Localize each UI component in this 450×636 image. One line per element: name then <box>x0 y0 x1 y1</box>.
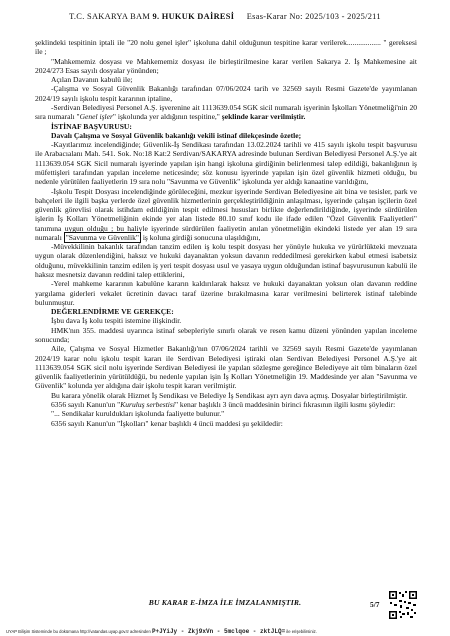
document-body <box>35 38 417 428</box>
page-number: 5/7 <box>370 600 380 609</box>
paragraph <box>35 400 417 409</box>
bold-text: şeklinde karar verilmiştir. <box>219 112 306 122</box>
paragraph-text: -Kayıtlarımız incelendiğinde; Güvenlik-İş Sendikası tarafından 13.02.2024 tarihli ve 415 sayılı işkolu tespit başvurusu ile Arabacıalanı Mah. 541. Sok. No:18 Kat:2 Serdivan/SAKARYA adresinde bulunan Serdivan Belediyesi Personel A.Ş.'ye ait 1113639.054 SGK Sicil numaralı işyerinde yapılan işin hangi işkoluna girdiğinin belirlenmesi talep edildiği, bakanlığının iş müfettişleri tarafından yapılan inceleme neticesinde; söz konusu işyerinde yapılan işin özel güvenlik hizmeti olduğu, bu nedenle yürütülen faaliyetlerin 19 sıra nolu "Savunma ve Güvenlik" işkolunda yer aldığı kanaatine varıldığını, <box>35 140 417 187</box>
case-number-label: Esas-Karar No: <box>246 12 303 21</box>
paragraph <box>35 419 417 428</box>
paragraph-text: HMK'nın 355. maddesi uyarınca istinaf sebepleriyle sınırlı olarak ve resen kamu düzeni yönünden yapılan inceleme sonucunda; <box>35 325 417 344</box>
paragraph <box>35 316 417 325</box>
paragraph-text: " kenar başlıklı 3 üncü maddesinin birinci fıkrasının ilgili kısmı şöyledir: <box>174 399 396 409</box>
paragraph <box>35 409 417 418</box>
verification-footer <box>6 628 317 635</box>
paragraph-text: Aile, Çalışma ve Sosyal Hizmetler Bakanlığı'nın 07/06/2024 tarihli ve 32569 sayılı Resmi Gazete'de yayımlanan 2024/19 karar nolu işkolu tespit kararı ile Serdivan Belediyesi iştiraki olan Serdivan Belediyesi Personel A.Ş.'ye ait 1113639.054 SGK sicil nolu işyerinde Serdivan Belediyesi ile yapılan sözleşme gereğince Belediyeye ait tüm binaların özel güvenlik faaliyetlerinin yürütüldüğü, bu nedenle yapılan işin İş Kolları Yönetmeliğin 19. Maddesinde yer alan "Savunma ve Güvenlik" kolunda yer aldığına dair işkolu tespit kararı verilmiştir. <box>35 344 417 391</box>
verification-note-end: ile erişebilirsiniz. <box>286 629 317 634</box>
verification-code: P+JYiJy - Zkj9xVn - 5mclqoe - zktJLQ= <box>151 628 286 635</box>
paragraph-text: 6356 sayılı Kanun'un " <box>51 399 121 409</box>
paragraph-text: Açılan Davanın kabulü ile; <box>51 75 133 85</box>
paragraph <box>35 344 417 390</box>
paragraph <box>35 38 417 57</box>
section-heading-degerlendirme: DEĞERLENDİRME VE GEREKÇE: <box>51 307 174 317</box>
paragraph-text: " işkolunda yer aldığının tespitine," <box>112 112 220 122</box>
paragraph-text: İşbu dava İş kolu tespiti istemine ilişkindir. <box>51 316 182 326</box>
paragraph-text: -İşkolu Tespit Dosyası incelendiğinde görüleceğini, mezkur işyerinde Serdivan Belediyesine ait bina ve tesisler, park ve bahçeleri ile ilgili başka yerlerde özel güvenlik hizmetlerinin gerçekleştirildiğinin anlaşılması, işyerinde çalışan işçilerin özel güvenlik görevlisi olarak istihdam edildiğinin tespit edilmesi hususları birlikte değerlendirildiğinde, işyerinde sürdürülen işlerin İş Kolları Yönetmeliğinin ekinde yer alan listede 80.10 sınıf kodu ile ifade edilen "Özel Güvenlik Faaliyetleri" tanımına uygun olduğu ; bu haliyle işyerinde sürdürülen faaliyetin anılan yönetmeliğin ekindeki listede yer alan 19 sıra numaralı <box>35 186 417 242</box>
court-name: T.C. SAKARYA BAM <box>69 12 151 21</box>
verification-note: UYAP Bilişim Sisteminde bu dokümana http://vatandas.uyap.gov.tr adresinden <box>6 629 151 634</box>
paragraph <box>35 326 417 345</box>
paragraph <box>35 140 417 186</box>
paragraph <box>35 84 417 103</box>
emphasis-text: Kuruluş serbestisi <box>120 399 175 409</box>
boxed-text: "Savunma ve Güvenlik" <box>65 232 139 242</box>
paragraph <box>35 391 417 400</box>
paragraph <box>35 103 417 122</box>
paragraph-text: "Mahkememiz dosyası ve Mahkememiz dosyası ile birleştirilmesine karar verilen Sakarya 2. İş Mahkemesine ait 2024/273 Esas sayılı dosyalar yönünden; <box>35 56 417 75</box>
paragraph-text: -Serdivan Belediyesi Personel A.Ş. işverenine ait 1113639.054 SGK sicil numaralı işyerinin İşkolları Yönetmeliği'nin 20 sıra numaralı " <box>35 102 417 122</box>
emphasis-text: Genel işler <box>79 112 113 122</box>
paragraph-text: -Çalışma ve Sosyal Güvenlik Bakanlığı tarafından 07/06/2024 tarih ve 32569 sayılı Resmi Gazete'de yayımlanan 2024/19 sayılı işkolu tespit kararının iptaline, <box>35 84 417 103</box>
paragraph-text: Bu karara yönelik olarak Hizmet İş Sendikası ve Belediye İş Sendikası ayrı ayrı dava açmış. Dosyalar birleştirilmiştir. <box>51 390 408 400</box>
e-signature-notice: BU KARAR E-İMZA İLE İMZALANMIŞTIR. <box>148 598 302 607</box>
paragraph <box>35 279 417 307</box>
paragraph-text: 6356 sayılı Kanun'un "İşkolları" kenar başlıklı 4 üncü maddesi şu şekildedir: <box>51 418 283 428</box>
paragraph-text: -Müvekkilinin bakanlık tarafından tanzim edilen iş kolu tespit dosyası her yönüyle hukuka ve yürürlükteki mevzuata uygun olarak düzenlendiğini, haksız ve hukuki dayanaktan yoksun davanın reddedilmesi gerekirken kabul etmesi isabetsiz olduğunu, müvekkilinin tanzim edilen iş yeri tespit dosyası usul ve yasaya uygun olduğundan istinaf başvurusunun kabulü ile haksız mesnetsiz davanın reddini talep ettiklerini, <box>35 242 417 280</box>
document-header <box>0 12 450 21</box>
paragraph <box>35 57 417 76</box>
case-number: 2025/103 - 2025/211 <box>305 12 381 21</box>
section-subheading: Davalı Çalışma ve Sosyal Güvenlik bakanlığı vekili istinaf dilekçesinde özetle; <box>51 130 302 140</box>
paragraph-text: -Yerel mahkeme kararının kabulüne kararın kaldırılarak haksız ve hukuki dayanaktan yoksun olan davanın reddine yargılama giderleri vekalet ücretinin davacı taraf üzerine bırakılmasına karar verilmesini belirterek istinaf talebinde bulunmuştur. <box>35 279 417 307</box>
section-heading-istinaf: İSTİNAF BAŞVURUSU: <box>51 121 132 131</box>
chamber-name: 9. HUKUK DAİRESİ <box>152 12 235 21</box>
paragraph <box>35 75 417 84</box>
quote-text: "... Sendikalar kuruldukları işkolunda faaliyette bulunur." <box>51 409 225 419</box>
paragraph <box>35 187 417 243</box>
qr-code-icon <box>388 590 418 620</box>
paragraph-text: iş koluna girdiği sonucuna ulaşıldığını, <box>140 232 261 242</box>
paragraph <box>35 242 417 279</box>
paragraph-text: şeklindeki tespitinin iptali ile "20 nolu genel işler" işkoluna dahil olduğunun tespitine karar verilerek.................. " gereksesi ile ; <box>35 38 417 57</box>
